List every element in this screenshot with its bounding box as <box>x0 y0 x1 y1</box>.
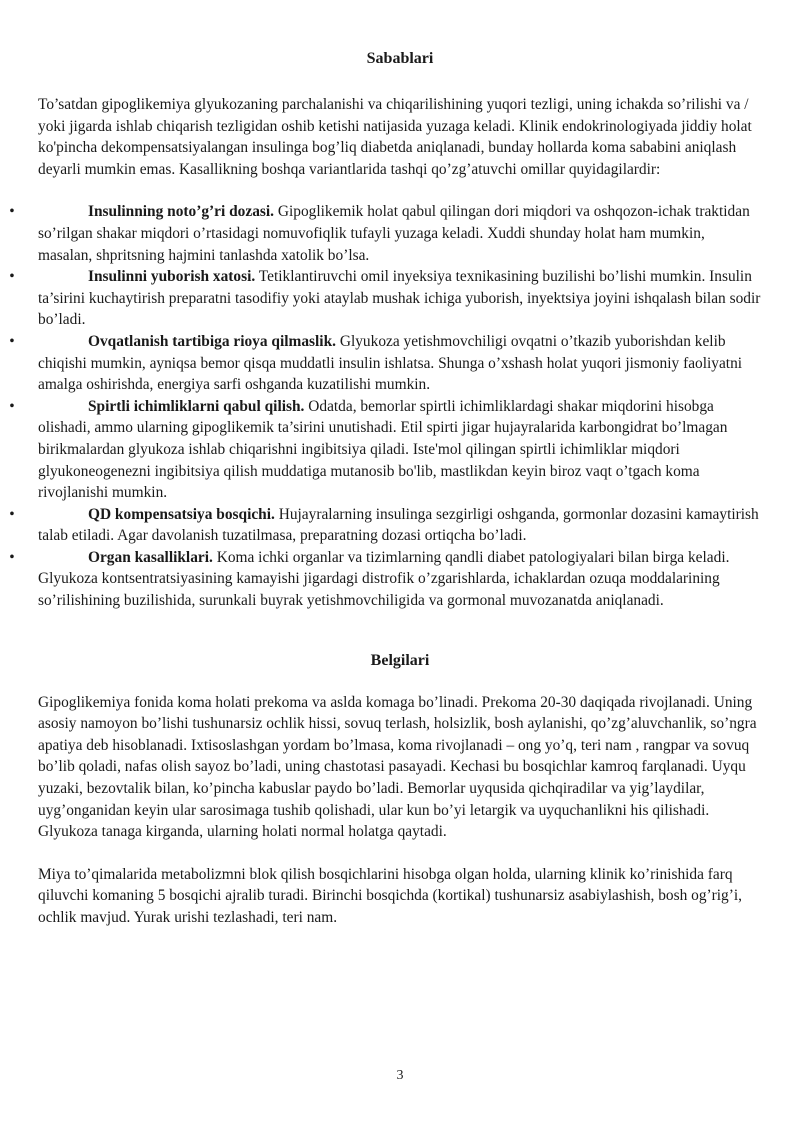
bullet-icon: • <box>9 268 15 286</box>
list-item-text: Gipoglikemik holat qabul qilingan dori miqdori va oshqozon-ichak traktidan so’rilgan shakar miqdori o’rtasidagi nomuvofiqlik tufayli yuzaga keladi. Xuddi shunday holat ham mumkin, masalan, shpritsning hajmini tanlashda xatolik bo’lsa. <box>38 203 750 264</box>
list-item-text: Glyukoza yetishmovchiligi ovqatni o’tkazib yuborishdan kelib chiqishi mumkin, ayniqsa bemor qisqa muddatli insulin ishlatsa. Shunga o’xshash holat yuqori jismoniy faoliyatni amalga oshirishda, energiya sarfi oshganda kuzatilishi mumkin. <box>38 332 743 394</box>
list-item-term: Insulinning noto’g’ri dozasi. <box>88 203 275 221</box>
list-item <box>9 396 762 504</box>
list-item-text: Koma ichki organlar va tizimlarning qandli diabet patologiyalari bilan birga keladi. Glyukoza kontsentratsiyasining kamayishi jigardagi distrofik o’zgarishlarda, ichaklardan ozuqa moddalarining so’rilishining buzilishida, surunkali buyrak yetishmovchiligida va gormonal muvozanatda aniqlanadi. <box>38 548 730 610</box>
bullet-icon: • <box>9 332 15 350</box>
causes-intro-paragraph: To’satdan gipoglikemiya glyukozaning parchalanishi va chiqarilishining yuqori tezligi, uning ichakda so’rilishi va / yoki jigarda ishlab chiqarish tezligidan oshib ketishi natijasida yuzaga keladi. Klinik endokrinologiyada jiddiy holat ko'pincha dekompensatsiyalangan insulinga bog’liq diabetda aniqlanadi, bunday hollarda koma sababini aniqlash deyarli mumkin emas. Kasallikning boshqa variantlarida tashqi qo’zg’atuvchi omillar quyidagilardir: <box>38 96 752 178</box>
list-item-term: QD kompensatsiya bosqichi. <box>88 505 275 523</box>
list-item-term: Spirtli ichimliklarni qabul qilish. <box>88 397 305 415</box>
signs-paragraph-2: Miya to’qimalarida metabolizmni blok qilish bosqichlarini hisobga olgan holda, ularning klinik ko’rinishida farq qiluvchi komaning 5 bosqichi ajralib turadi. Birinchi bosqichda (kortikal) tushunarsiz asabiylashish, bosh og’rig’i, ochlik mavjud. Yurak urishi tezlashadi, teri nam. <box>38 865 742 926</box>
list-item <box>9 504 762 547</box>
list-item-text: Tetiklantiruvchi omil inyeksiya texnikasining buzilishi bo’lishi mumkin. Insulin ta’sirini kuchaytirish preparatni tasodifiy yoki ataylab mushak ichiga yuborish, inyektsiya joyini ishqalash bilan sodir bo’ladi. <box>38 268 761 329</box>
list-item <box>9 266 762 331</box>
causes-list <box>9 201 762 611</box>
list-item-text: Odatda, bemorlar spirtli ichimliklardagi shakar miqdorini hisobga olishadi, ammo ularning gipoglikemik ta’sirini unutishadi. Etil spirti jigar hujayralarida karbongidrat bo’lmagan birikmalardan glyukoza ishlab chiqarishni ingibitsiya qiladi. Iste'mol qilingan spirtli ichimliklar miqdori glyukoneogenezni ingibitsiya qilish muddatiga mutanosib bo'lib, mastlikdan keyin biroz vaqt o’tgach koma rivojlanishi mumkin. <box>38 397 728 502</box>
list-item-text: Hujayralarning insulinga sezgirligi oshganda, gormonlar dozasini kamaytirish talab etiladi. Agar davolanish tuzatilmasa, preparatning dozasi ortiqcha bo’ladi. <box>38 505 759 545</box>
section-title-causes: Sabablari <box>366 50 434 67</box>
list-item-term: Ovqatlanish tartibiga rioya qilmaslik. <box>88 332 336 350</box>
signs-paragraph-1: Gipoglikemiya fonida koma holati prekoma va aslda komaga bo’linadi. Prekoma 20-30 daqiqada rivojlanadi. Uning asosiy namoyon bo’lishi tushunarsiz ochlik hissi, sovuq terlash, holsizlik, bosh aylanishi, qo’zg’aluvchanlik, so’ngra apatiya deb hisoblanadi. Ixtisoslashgan yordam bo’lmasa, koma rivojlanadi – ong yo’q, teri nam , rangpar va sovuq bo’lib qoladi, nafas olish sayoz bo’ladi, uning chastotasi pasayadi. Kechasi bu bosqichlar kamroq farqlanadi. Uyqu yuzaki, bezovtalik bilan, ko’pincha kabuslar paydo bo’ladi. Bemorlar uyqusida qichqiradilar va yig’laydilar, uyg’onganidan keyin ular sarosimaga tushib qolishadi, ular kun bo’yi letargik va uyquchanlikni his qilishadi. Glyukoza tanaga kirganda, ularning holati normal holatga qaytadi. <box>38 693 757 841</box>
section-title-signs: Belgilari <box>370 651 430 669</box>
list-item-term: Insulinni yuborish xatosi. <box>88 268 256 286</box>
bullet-icon: • <box>9 548 15 566</box>
bullet-icon: • <box>9 505 15 523</box>
bullet-icon: • <box>9 203 15 221</box>
document-page <box>9 48 762 929</box>
page-number: 3 <box>396 1068 404 1083</box>
list-item <box>9 547 762 612</box>
list-item <box>9 201 762 266</box>
bullet-icon: • <box>9 397 15 415</box>
list-item-term: Organ kasalliklari. <box>88 548 213 566</box>
list-item <box>9 331 762 396</box>
